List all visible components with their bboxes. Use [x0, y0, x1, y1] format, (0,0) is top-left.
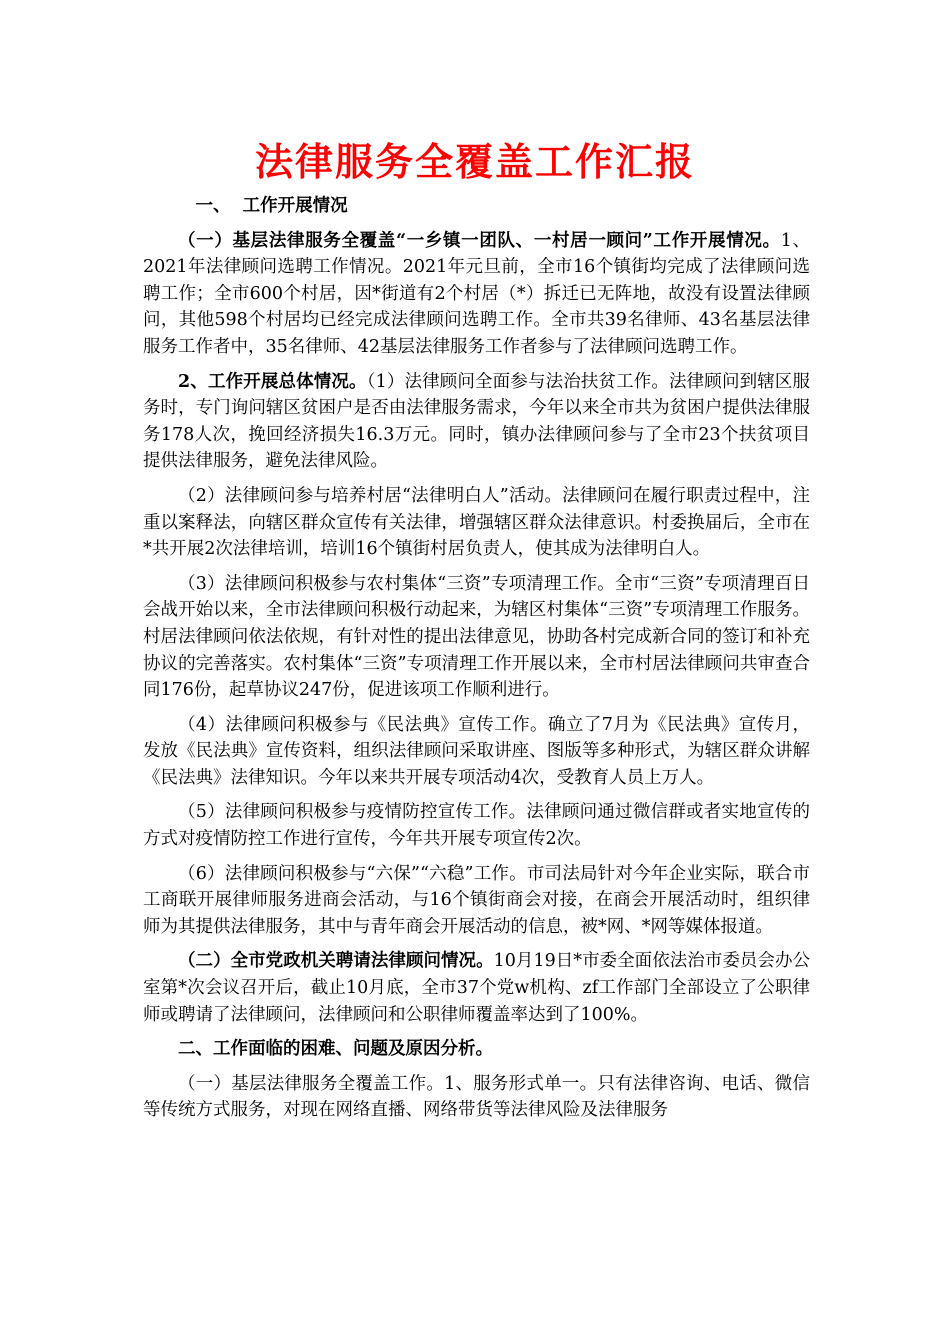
section-heading-2: 二、工作面临的困难、问题及原因分析。: [178, 1039, 493, 1060]
paragraph-1: [143, 228, 810, 361]
paragraph-2: [143, 369, 810, 475]
document-title: 法律服务全覆盖工作汇报: [254, 139, 695, 184]
paragraph-1-text: 1、2021年法律顾问选聘工作情况。2021年元旦前，全市16个镇街均完成了法律顾问选聘工作；全市600个村居，因*街道有2个村居（*）拆迁已无阵地，故没有设置法律顾问，其他598个村居均已经完成法律顾问选聘工作。全市共39名律师、43名基层法律服务工作者中，35名律师、42基层法律服务工作者参与了法律顾问选聘工作。: [143, 230, 810, 357]
paragraph-8: [143, 948, 810, 1028]
paragraph-1-lead: （一）基层法律服务全覆盖“一乡镇一团队、一村居一顾问”工作开展情况。: [178, 230, 781, 251]
paragraph-8-text: 10月19日*市委全面依法治市委员会办公室第*次会议召开后，截止10月底，全市37个党w机构、zf工作部门全部设立了公职律师或聘请了法律顾问，法律顾问和公职律师覆盖率达到了100%。: [143, 951, 810, 1025]
paragraph-2-lead: 2、工作开展总体情况。: [178, 371, 367, 392]
paragraph-2-text: （1）法律顾问全面参与法治扶贫工作。法律顾问到辖区服务时，专门询问辖区贫困户是否由法律服务需求，今年以来全市共为贫困户提供法律服务178人次，挽回经济损失16.3万元。同时，镇办法律顾问参与了全市23个扶贫项目提供法律服务，避免法律风险。: [143, 371, 810, 472]
paragraph-6: （5）法律顾问积极参与疫情防控宣传工作。法律顾问通过微信群或者实地宣传的方式对疫情防控工作进行宣传，今年共开展专项宣传2次。: [143, 802, 810, 850]
paragraph-3: （2）法律顾问参与培养村居“法律明白人”活动。法律顾问在履行职责过程中，注重以案释法，向辖区群众宣传有关法律，增强辖区群众法律意识。村委换届后，全市在*共开展2次法律培训，培训16个镇街村居负责人，使其成为法律明白人。: [143, 485, 810, 560]
section-heading-1: 一、 工作开展情况: [195, 196, 348, 216]
paragraph-5: （4）法律顾问积极参与《民法典》宣传工作。确立了7月为《民法典》宣传月，发放《民法典》宣传资料，组织法律顾问采取讲座、图版等多种形式，为辖区群众讲解《民法典》法律知识。今年以来共开展专项活动4次，受教育人员上万人。: [143, 714, 810, 788]
paragraph-8-lead: （二）全市党政机关聘请法律顾问情况。: [178, 951, 494, 972]
paragraph-7: （6）法律顾问积极参与“六保”“六稳”工作。市司法局针对今年企业实际，联合市工商联开展律师服务进商会活动，与16个镇街商会对接，在商会开展活动时，组织律师为其提供法律服务，其中与青年商会开展活动的信息，被*网、*网等媒体报道。: [143, 863, 810, 937]
document-body: [143, 193, 810, 1132]
paragraph-4: （3）法律顾问积极参与农村集体“三资”专项清理工作。全市“三资”专项清理百日会战开始以来，全市法律顾问积极行动起来，为辖区村集体“三资”专项清理工作服务。村居法律顾问依法依规，有针对性的提出法律意见，协助各村完成新合同的签订和补充协议的完善落实。农村集体“三资”专项清理工作开展以来，全市村居法律顾问共审查合同176份，起草协议247份，促进该项工作顺利进行。: [143, 573, 810, 701]
paragraph-9: （一）基层法律服务全覆盖工作。1、服务形式单一。只有法律咨询、电话、微信等传统方式服务，对现在网络直播、网络带货等法律风险及法律服务: [143, 1073, 810, 1121]
